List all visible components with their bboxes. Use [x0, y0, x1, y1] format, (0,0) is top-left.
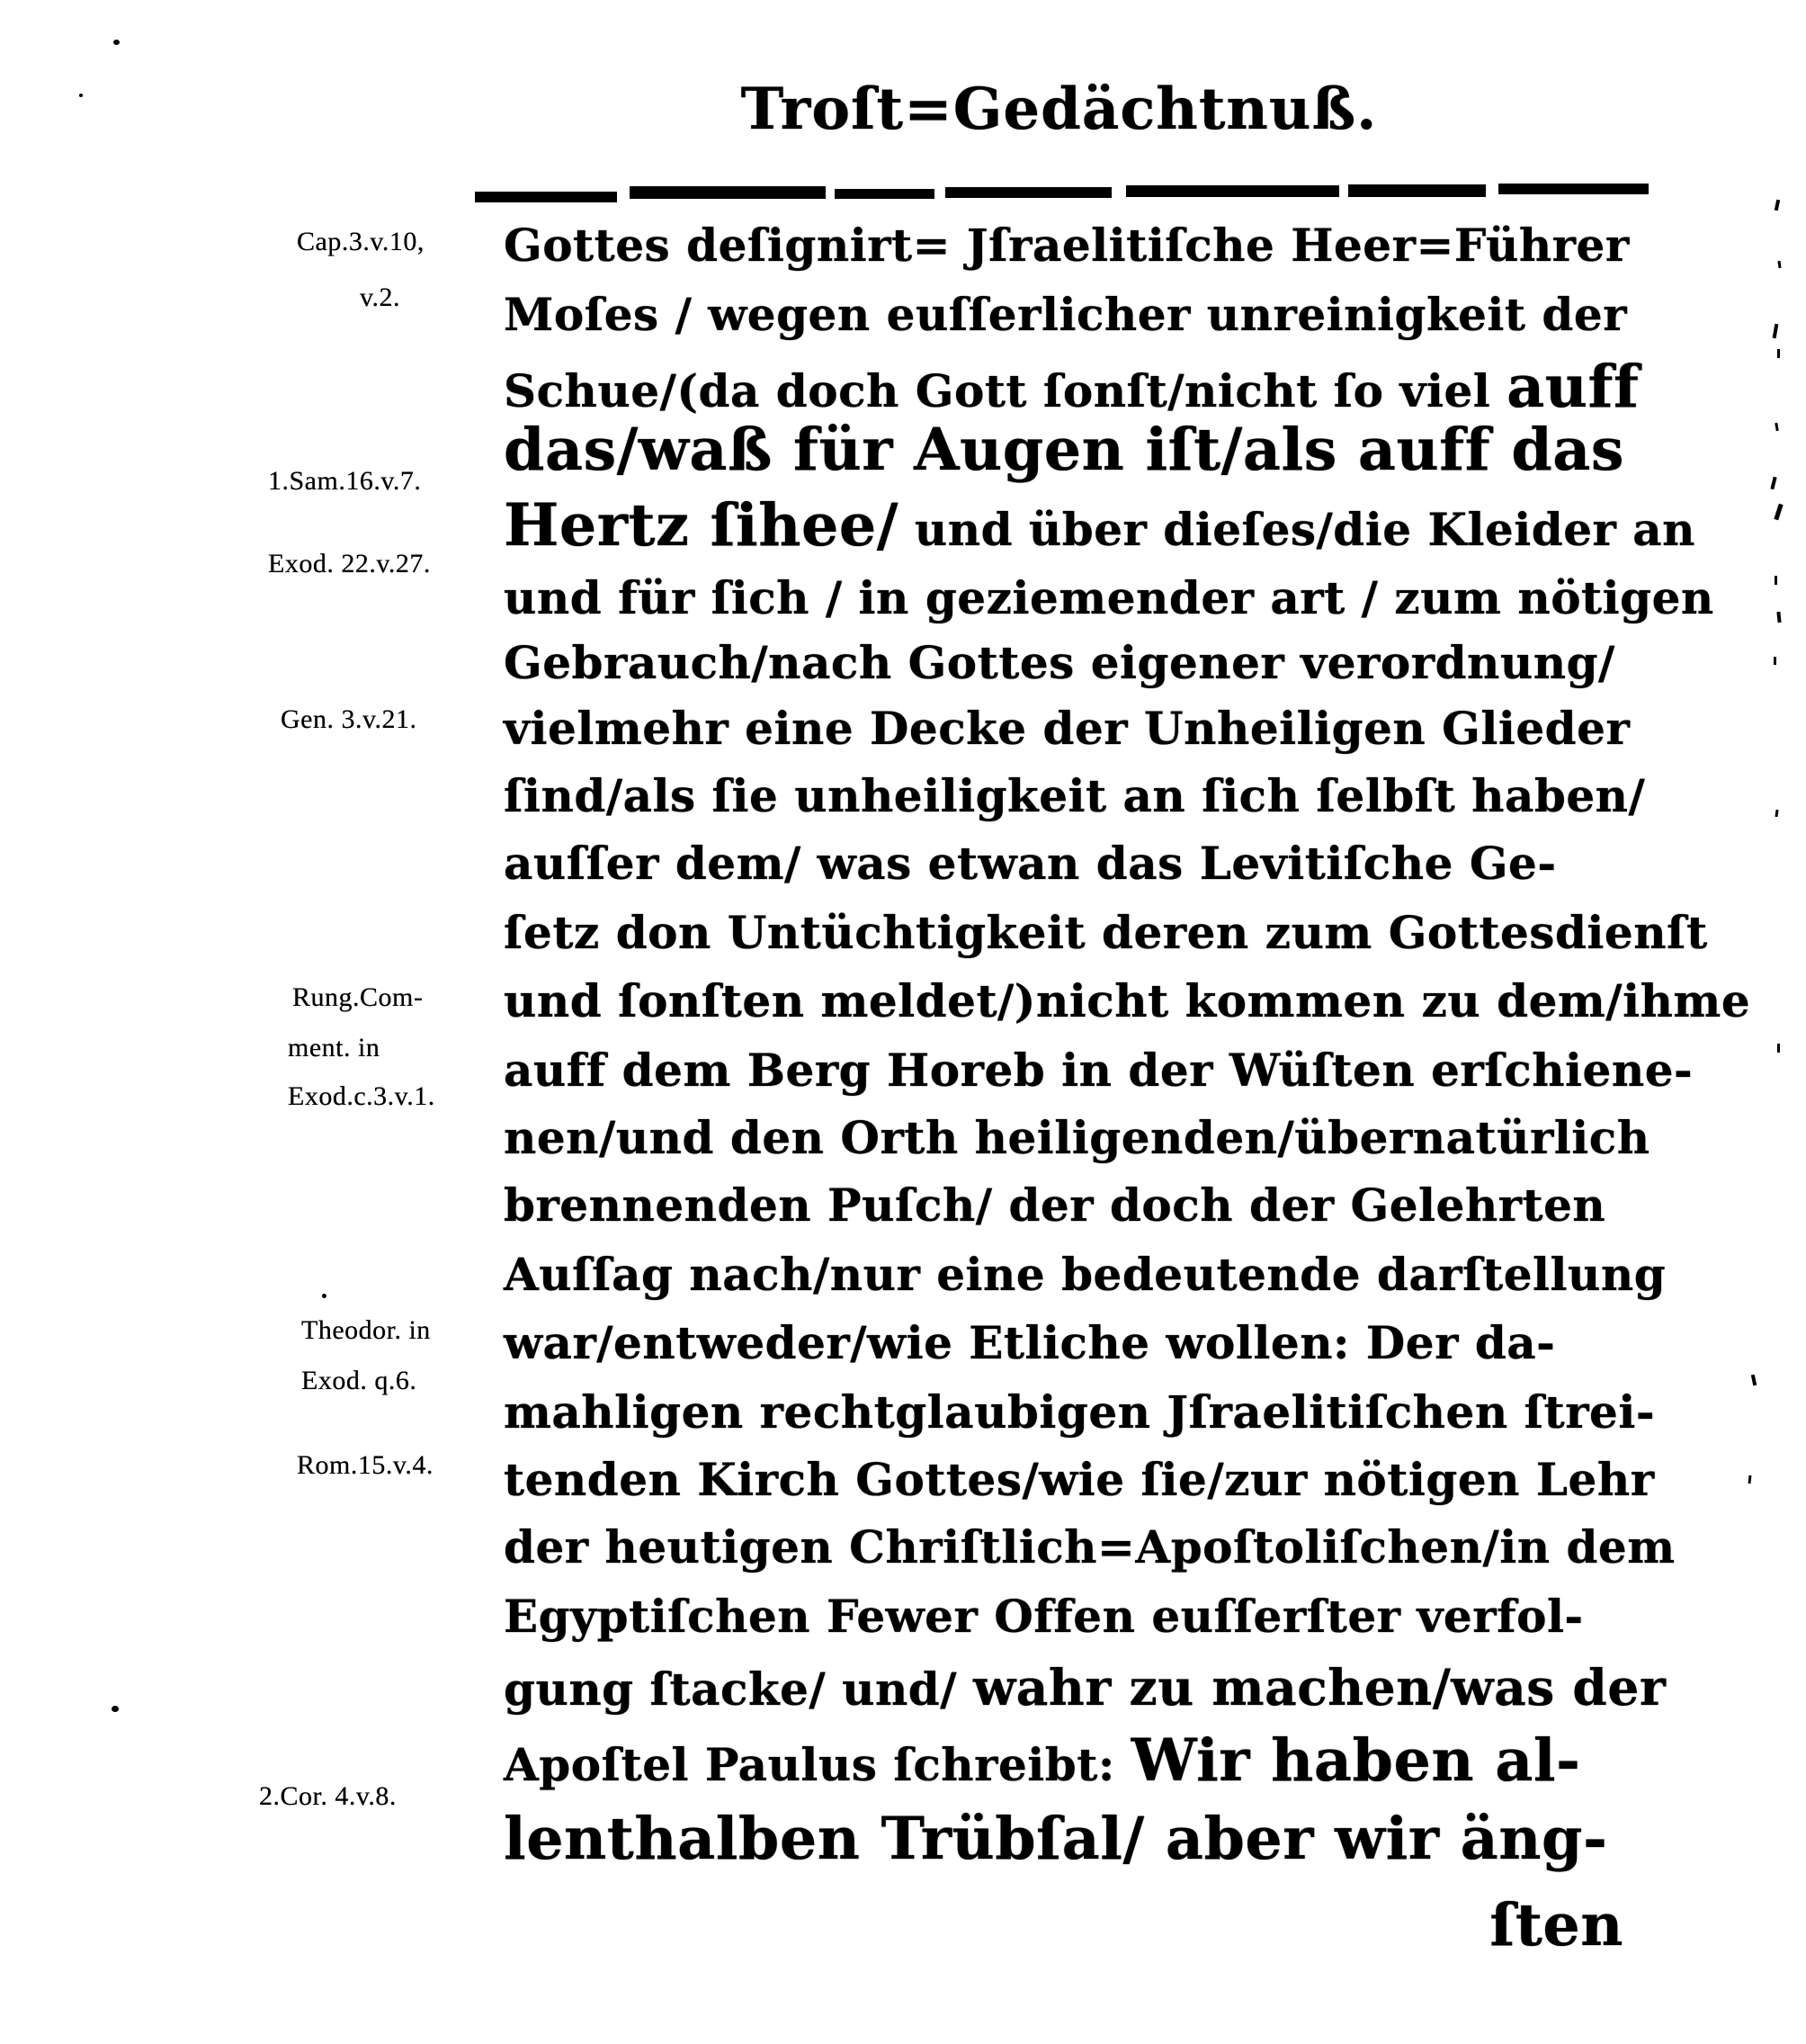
text-segment: ſten: [1489, 1891, 1623, 1959]
text-segment-emphasis: wahr zu machen/was der: [972, 1658, 1667, 1717]
text-segment: Gottes deſignirt= Jſraelitiſche Heer=Führer: [504, 219, 1630, 272]
body-line-emphasis: [504, 416, 1625, 484]
body-line: [504, 769, 1646, 822]
edge-mark: [1773, 324, 1779, 338]
page-heading: Troſt=Gedächtnuß.: [740, 76, 1378, 143]
header-rule: [475, 183, 1649, 206]
ink-speck: [112, 1706, 119, 1712]
text-segment: brennenden Puſch/ der doch der Gelehrten: [504, 1179, 1606, 1232]
margin-note-cap-3-v-10: Cap.3.v.10,: [297, 227, 425, 256]
body-line: [504, 1590, 1623, 1643]
text-segment: Apoſtel Paulus ſchreibt:: [504, 1738, 1131, 1791]
body-line: [504, 288, 1628, 341]
body-line-emphasis: [504, 1805, 1623, 1873]
rule-segment: [1348, 184, 1486, 197]
margin-note-rung-comment-3: Exod.c.3.v.1.: [288, 1081, 435, 1111]
text-segment: gung ſtacke/ und/: [504, 1663, 973, 1716]
text-segment: mahligen rechtglaubigen Jſraelitiſchen ſtrei-: [504, 1385, 1656, 1439]
catchword: [504, 1891, 1623, 1959]
rule-segment: [630, 186, 826, 199]
margin-note-theodor-2: Exod. q.6.: [301, 1366, 417, 1395]
text-segment: ſind/als ſie unheiligkeit an ſich ſelbſt haben/: [504, 769, 1646, 822]
body-line: [504, 702, 1631, 755]
body-line: [504, 1248, 1667, 1301]
ink-speck: [79, 94, 83, 97]
body-line: [504, 1658, 1667, 1717]
text-segment-emphasis: lenthalben Trübſal/ aber wir äng-: [504, 1805, 1608, 1873]
body-line: [504, 1111, 1650, 1164]
body-line: [504, 219, 1630, 272]
text-segment-emphasis: Hertz ſihee/: [504, 491, 899, 560]
edge-mark: [1775, 810, 1778, 817]
margin-note-2-cor-4-v-8: 2.Cor. 4.v.8.: [259, 1781, 397, 1811]
margin-note-exod-22-v-27: Exod. 22.v.27.: [268, 549, 431, 578]
text-segment-emphasis: Wir haben al-: [1131, 1726, 1581, 1795]
body-line: [504, 1726, 1623, 1795]
text-segment: war/entweder/wie Etliche wollen: Der da-: [504, 1316, 1556, 1369]
edge-mark: [1776, 612, 1781, 623]
margin-note-rung-comment-1: Rung.Com-: [292, 982, 424, 1012]
text-segment: der heutigen Chriſtlich=Apoſtoliſchen/in dem: [504, 1520, 1676, 1573]
body-line: [504, 906, 1708, 959]
edge-mark: [1770, 477, 1776, 490]
body-line: [504, 353, 1640, 421]
edge-mark: [1777, 349, 1780, 358]
edge-mark: [1777, 1044, 1780, 1053]
rule-segment: [835, 189, 934, 199]
edge-mark: [1748, 1475, 1752, 1484]
margin-note-gen-3-v-21: Gen. 3.v.21.: [281, 704, 417, 734]
body-line: [504, 491, 1696, 560]
text-segment: nen/und den Orth heiligenden/übernatürlich: [504, 1111, 1650, 1164]
edge-mark: [1751, 1375, 1757, 1386]
text-segment: ſetz don Untüchtigkeit deren zum Gottesdienſt: [504, 906, 1708, 959]
body-line: [504, 974, 1751, 1027]
text-segment-emphasis: das/waß für Augen iſt/als auff das: [504, 416, 1625, 484]
margin-note-rom-15-v-4: Rom.15.v.4.: [297, 1450, 434, 1480]
ink-speck: [113, 40, 120, 45]
body-line: [504, 571, 1714, 624]
rule-segment: [1498, 184, 1649, 194]
body-line: [504, 1520, 1676, 1573]
text-segment: Moſes / wegen euſſerlicher unreinigkeit der: [504, 288, 1628, 341]
text-segment: auſſer dem/ was etwan das Levitiſche Ge-: [504, 837, 1557, 890]
body-line: [504, 837, 1623, 890]
text-segment: Egyptiſchen Fewer Offen euſſerſter verfol-: [504, 1590, 1584, 1643]
text-segment: tenden Kirch Gottes/wie ſie/zur nötigen Lehr: [504, 1453, 1655, 1506]
text-segment: vielmehr eine Decke der Unheiligen Glieder: [504, 702, 1631, 755]
margin-note-v-2: v.2.: [360, 282, 401, 312]
margin-note-theodor-1: Theodor. in: [301, 1315, 431, 1345]
text-segment: Schue/(da doch Gott ſonſt/nicht ſo viel: [504, 364, 1507, 417]
text-segment: und ſonſten meldet/)nicht kommen zu dem/ihme: [504, 974, 1751, 1027]
body-line: [504, 1044, 1694, 1097]
rule-segment: [945, 187, 1113, 198]
body-line: [504, 636, 1623, 689]
edge-mark: [1774, 657, 1776, 665]
text-segment: Auſſag nach/nur eine bedeutende darſtellung: [504, 1248, 1667, 1301]
edge-mark: [1777, 261, 1781, 268]
edge-mark: [1775, 200, 1780, 211]
text-segment: und für ſich / in geziemender art / zum nötigen: [504, 571, 1714, 624]
rule-segment: [475, 192, 617, 202]
text-segment: und über dieſes/die Kleider an: [898, 503, 1696, 556]
body-line: [504, 1453, 1655, 1506]
ink-speck: [322, 1294, 326, 1298]
edge-mark: [1775, 423, 1779, 431]
body-line: [504, 1316, 1623, 1369]
text-segment: auff dem Berg Horeb in der Wüſten erſchiene-: [504, 1044, 1694, 1097]
margin-note-rung-comment-2: ment. in: [288, 1033, 380, 1062]
text-segment-emphasis: auff: [1506, 353, 1640, 421]
body-line: [504, 1385, 1656, 1439]
edge-mark: [1774, 504, 1783, 521]
rule-segment: [1126, 185, 1339, 197]
text-segment: Gebrauch/nach Gottes eigener verordnung/: [504, 636, 1615, 689]
body-line: [504, 1179, 1623, 1232]
edge-mark: [1775, 576, 1777, 585]
margin-note-1-sam-16-v-7: 1.Sam.16.v.7.: [268, 466, 422, 496]
